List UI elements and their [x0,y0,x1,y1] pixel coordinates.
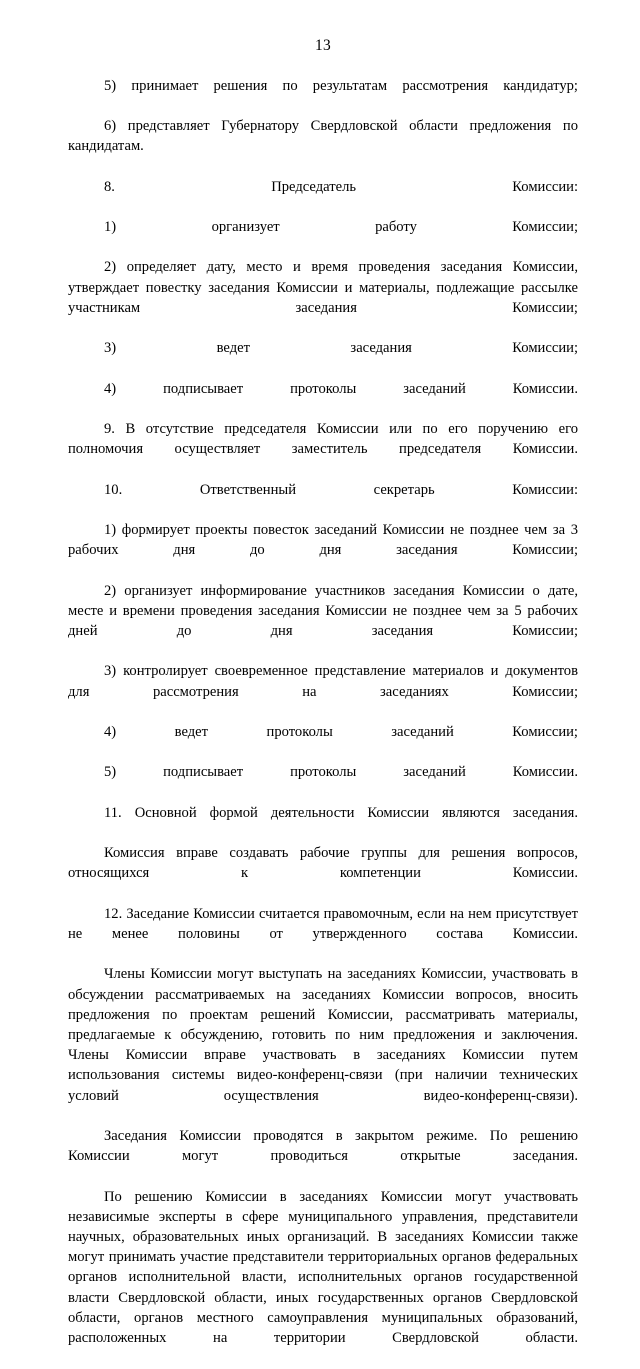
paragraph: 9. В отсутствие председателя Комиссии или по его поручению его полномочия осуществляет заместитель председателя Комиссии. [68,420,578,458]
document-body [68,76,578,1369]
paragraph: 4) подписывает протоколы заседаний Комиссии. [104,380,578,397]
paragraph: По решению Комиссии в заседаниях Комиссии могут участвовать независимые эксперты в сфере муниципального управления, представители научных, образовательных иных организаций. В заседаниях Комиссии также могут принимать участие представители территориальных органов федеральных органов исполнительной власти, исполнительных органов государственной власти Свердловской области, иных государственных органов Свердловской области, органов местного самоуправления муниципальных образований, расположенных на территории Свердловской области. [68,1188,578,1347]
paragraph: 4) ведет протоколы заседаний Комиссии; [104,724,578,740]
paragraph: Комиссия вправе создавать рабочие группы для решения вопросов, относящихся к компетенции Комиссии. [68,845,578,882]
paragraph: 5) подписывает протоколы заседаний Комиссии. [104,764,578,781]
paragraph: 1) организует работу Комиссии; [104,218,578,235]
paragraph: 5) принимает решения по результатам рассмотрения кандидатур; [104,77,578,94]
paragraph: 3) ведет заседания Комиссии; [104,340,578,357]
paragraph: Заседания Комиссии проводятся в закрытом режиме. По решению Комиссии могут проводиться открытые заседания. [68,1128,578,1165]
paragraph: 2) определяет дату, место и время проведения заседания Комиссии, утверждает повестку заседания Комиссии и материалы, подлежащие рассылке участникам заседания Комиссии; [68,259,578,316]
paragraph: 2) организует информирование участников заседания Комиссии о дате, месте и времени проведения заседания Комиссии не позднее чем за 5 рабочих дней до дня заседания Комиссии; [68,582,578,639]
paragraph: 10. Ответственный секретарь Комиссии: [104,481,578,498]
page-number: 13 [315,37,331,54]
paragraph: Члены Комиссии могут выступать на заседаниях Комиссии, участвовать в обсуждении рассматриваемых на заседаниях Комиссии вопросов, вносить предложения по проектам решений Комиссии, рассматривать материалы, предлагаемые к обсуждению, готовить по ним предложения и заключения. Члены Комиссии вправе участвовать в заседаниях Комиссии путем использования системы видео-конференц-связи (при наличии технических условий осуществления видео-конференц-связи). [68,966,578,1104]
paragraph: 12. Заседание Комиссии считается правомочным, если на нем присутствует не менее половины от утвержденного состава Комиссии. [68,905,578,943]
paragraph: 8. Председатель Комиссии: [104,178,578,195]
paragraph: 3) контролирует своевременное представление материалов и документов для рассмотрения на заседаниях Комиссии; [68,663,578,700]
paragraph: 11. Основной формой деятельности Комиссии являются заседания. [104,804,578,821]
paragraph: 1) формирует проекты повесток заседаний Комиссии не позднее чем за 3 рабочих дня до дня заседания Комиссии; [68,521,578,559]
paragraph: 6) представляет Губернатору Свердловской области предложения по кандидатам. [68,117,578,155]
